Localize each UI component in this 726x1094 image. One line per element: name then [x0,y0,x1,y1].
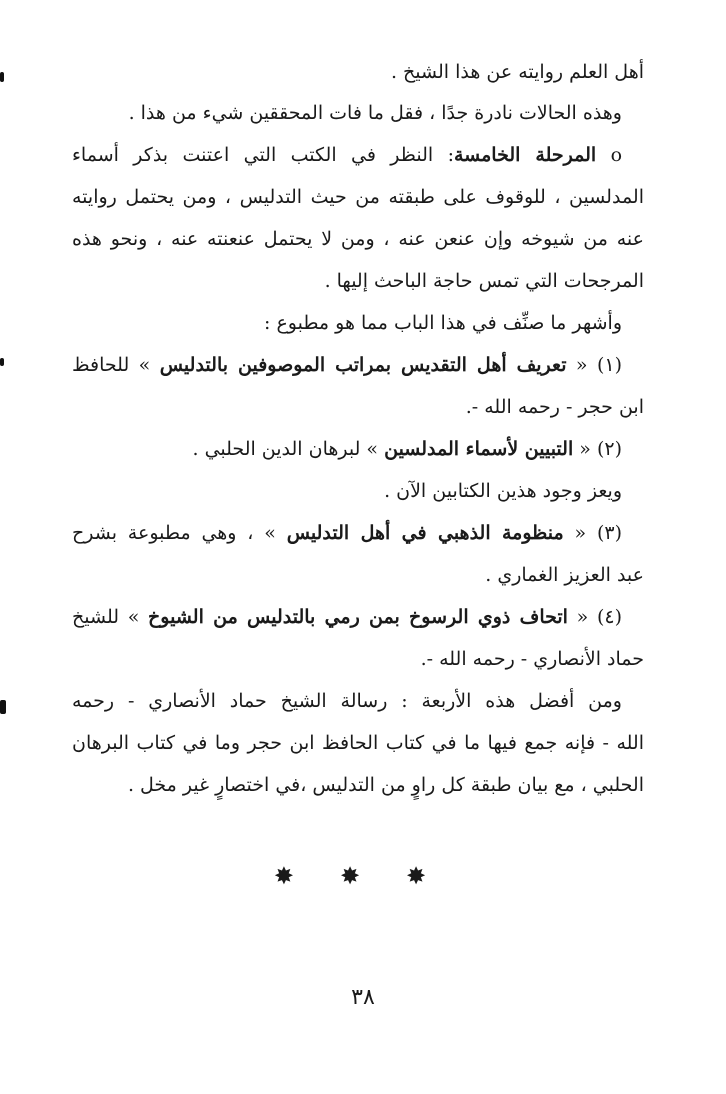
text-line [72,177,644,217]
text-line [72,723,644,763]
text-line [72,387,644,427]
body-text: عنه من شيوخه وإن عنعن عنه ، ومن لا يحتمل عنعنته عنه ، ونحو هذه [72,228,644,250]
body-text: الله - فإنه جمع فيها ما في كتاب الحافظ ابن حجر وما في كتاب البرهان [72,732,644,754]
body-text: (٢) « [573,438,622,460]
bold-title-text: منظومة الذهبي في أهل التدليس [286,522,564,544]
bold-title-text: التبيين لأسماء المدلسين [384,438,574,460]
text-line [72,219,644,259]
scan-edge-mark [0,72,4,82]
body-text: المرجحات التي تمس حاجة الباحث إليها . [324,270,644,292]
body-text: » ، وهي مطبوعة بشرح [72,522,287,544]
body-text: (١) « [566,354,622,376]
text-line [72,93,644,133]
text-line [72,681,644,721]
bold-title-text: تعريف أهل التقديس بمراتب الموصوفين بالتدليس [159,354,567,376]
text-line [72,52,644,92]
body-text: » للشيخ [72,606,149,628]
body-text: أهل العلم روايته عن هذا الشيخ . [390,61,644,83]
scan-edge-mark [0,700,6,714]
body-text: ابن حجر - رحمه الله -. [465,396,644,418]
text-line [72,555,644,595]
body-text: المدلسين ، للوقوف على طبقته من حيث التدليس ، ومن يحتمل روايته [72,186,644,208]
body-text: ومن أفضل هذه الأربعة : رسالة الشيخ حماد الأنصاري - رحمه [72,690,622,712]
body-text: حماد الأنصاري - رحمه الله -. [420,648,644,670]
body-text: o [596,144,623,166]
text-line [72,765,644,805]
body-text: ويعز وجود هذين الكتابين الآن . [384,480,622,502]
bold-title-text: المرحلة الخامسة [453,144,597,166]
body-text: (٣) « [563,522,622,544]
star-ornament-icon: ✸ [339,862,387,890]
text-line [72,135,644,175]
text-line [72,639,644,679]
body-text: : النظر في الكتب التي اعتنت بذكر أسماء [72,144,454,166]
body-text: » لبرهان الدين الحلبي . [192,438,385,460]
body-text: الحلبي ، مع بيان طبقة كل راوٍ من التدليس ،في اختصارٍ غير مخل . [127,774,644,796]
body-text: وهذه الحالات نادرة جدًا ، فقل ما فات المحققين شيء من هذا . [128,102,622,124]
text-line [72,429,644,469]
body-text: » للحافظ [72,354,160,376]
body-text: وأشهر ما صنِّف في هذا الباب مما هو مطبوع : [264,312,622,334]
text-line [72,513,644,553]
star-ornament-icon: ✸ [273,862,320,890]
body-text: (٤) « [567,606,622,628]
scan-edge-mark [0,358,4,366]
text-line [72,303,644,343]
text-line [72,261,644,301]
bold-title-text: اتحاف ذوي الرسوخ بمن رمي بالتدليس من الشيوخ [148,606,568,628]
section-separator [0,862,726,890]
page-number: ٣٨ [351,985,375,1010]
text-line [72,597,644,637]
star-ornament-icon: ✸ [406,862,453,890]
body-text: عبد العزيز الغماري . [485,564,644,586]
text-line [72,345,644,385]
text-line [72,471,644,511]
